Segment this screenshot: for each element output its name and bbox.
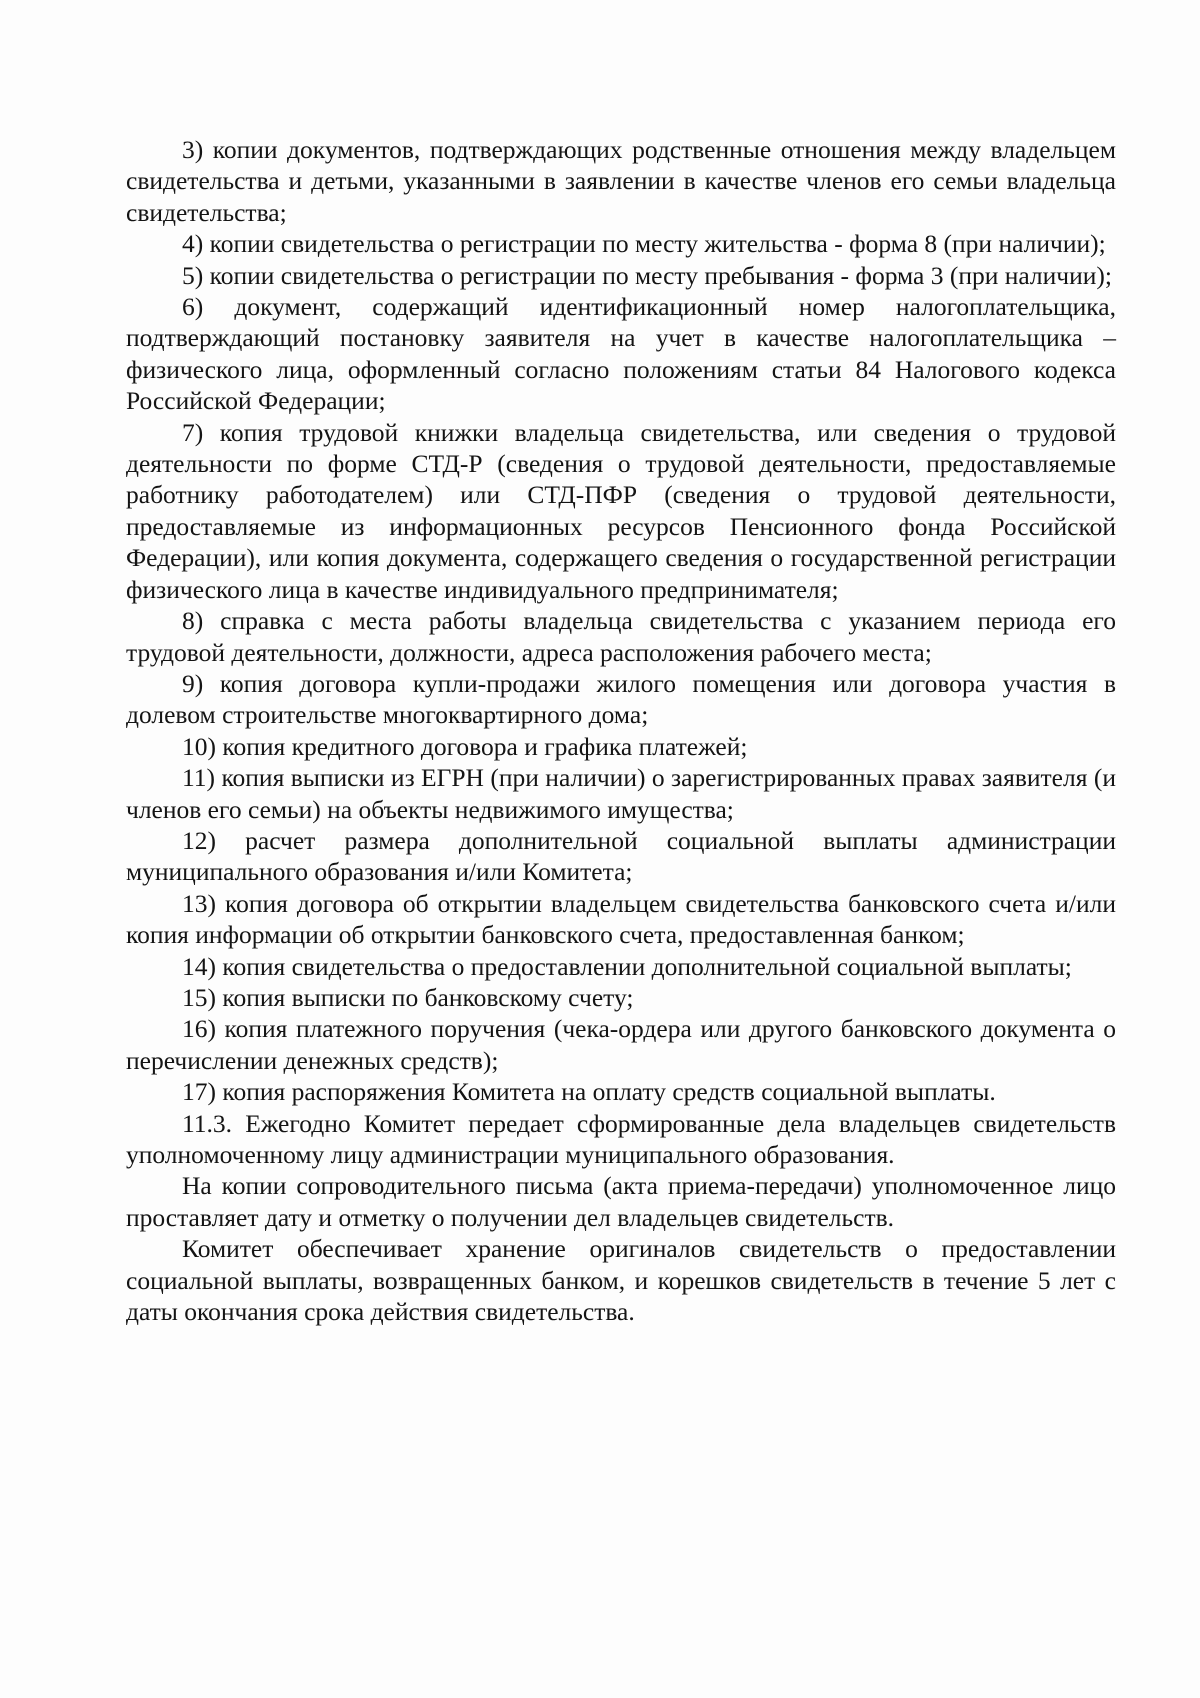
list-item-16: 16) копия платежного поручения (чека-ордера или другого банковского документа о перечислении денежных средств); [126,1014,1116,1075]
list-item-10: 10) копия кредитного договора и графика платежей; [182,731,748,761]
list-item-14: 14) копия свидетельства о предоставлении дополнительной социальной выплаты; [182,951,1072,981]
list-item-13: 13) копия договора об открытии владельцем свидетельства банковского счета и/или копия информации об открытии банковского счета, предоставленная банком; [126,888,1116,950]
list-item-6: 6) документ, содержащий идентификационный номер налогоплательщика, подтверждающий постановку заявителя на учет в качестве налогоплательщика – физического лица, оформленный согласно положениям статьи 84 Налогового кодекса Российской Федерации; [126,292,1116,416]
paragraph-transfer-letter: На копии сопроводительного письма (акта приема-передачи) уполномоченное лицо проставляет дату и отметку о получении дел владельцев свидетельств. [126,1171,1116,1232]
list-item-12: 12) расчет размера дополнительной социальной выплаты администрации муниципального образования и/или Комитета; [126,825,1116,887]
paragraph-storage: Комитет обеспечивает хранение оригиналов свидетельств о предоставлении социальной выплаты, возвращенных банком, и корешков свидетельств в течение 5 лет с даты окончания срока действия свидетельства. [126,1234,1116,1327]
list-item-17: 17) копия распоряжения Комитета на оплату средств социальной выплаты. [182,1077,996,1107]
clause-11-3: 11.3. Ежегодно Комитет передает сформированные дела владельцев свидетельств уполномоченному лицу администрации муниципального образования. [126,1108,1116,1169]
list-item-7: 7) копия трудовой книжки владельца свидетельства, или сведения о трудовой деятельности по форме СТД-Р (сведения о трудовой деятельности, предоставляемые работнику работодателем) или СТД-ПФР (сведения о трудовой деятельности, предоставляемые из информационных ресурсов Пенсионного фонда Российской Федерации), или копия документа, содержащего сведения о государственной регистрации физического лица в качестве индивидуального предпринимателя; [126,417,1116,604]
list-item-11: 11) копия выписки из ЕГРН (при наличии) о зарегистрированных правах заявителя (и членов его семьи) на объекты недвижимого имущества; [126,763,1116,824]
list-item-5: 5) копии свидетельства о регистрации по месту пребывания - форма 3 (при наличии); [182,260,1113,290]
list-item-9: 9) копия договора купли-продажи жилого помещения или договора участия в долевом строительстве многоквартирного дома; [126,668,1116,730]
list-item-8: 8) справка с места работы владельца свидетельства с указанием периода его трудовой деятельности, должности, адреса расположения рабочего места; [126,606,1116,667]
list-item-4: 4) копии свидетельства о регистрации по месту жительства - форма 8 (при наличии); [182,229,1106,259]
list-item-3: 3) копии документов, подтверждающих родственные отношения между владельцем свидетельства и детьми, указанными в заявлении в качестве членов его семьи владельца свидетельства; [126,135,1116,227]
document-body [126,134,1116,1327]
list-item-15: 15) копия выписки по банковскому счету; [182,982,634,1012]
